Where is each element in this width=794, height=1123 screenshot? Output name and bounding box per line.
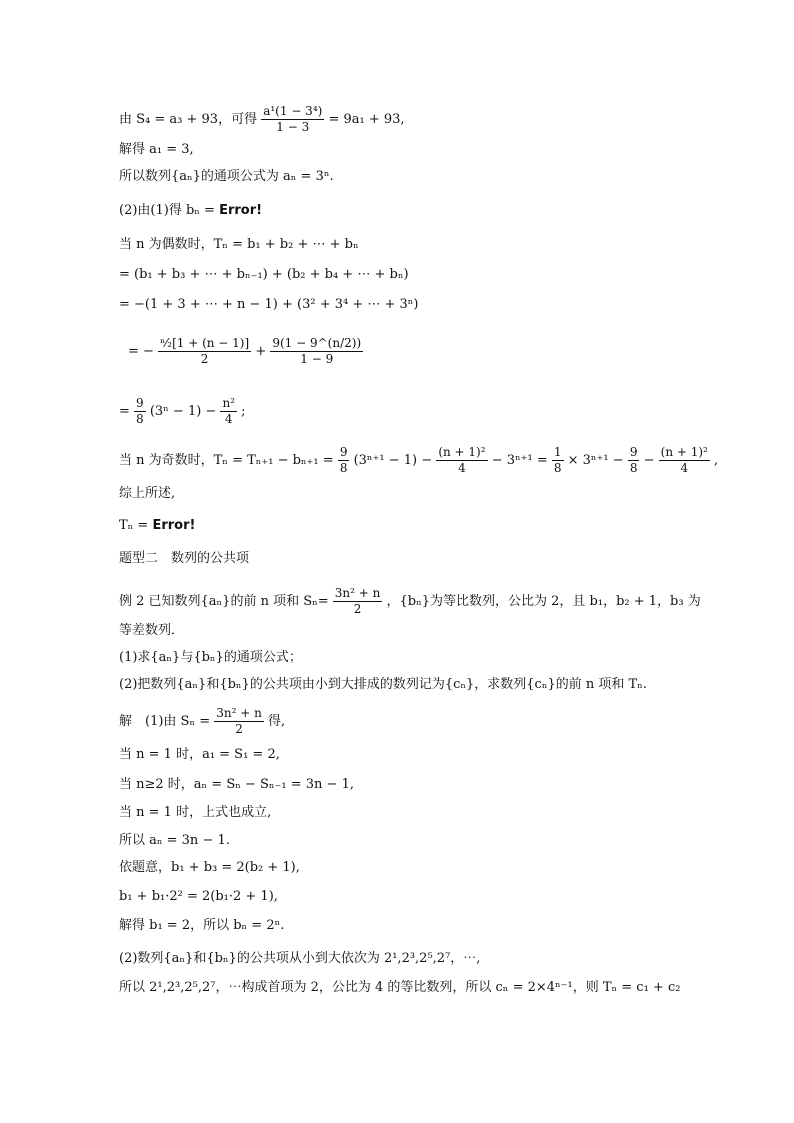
line-by-condition bbox=[119, 859, 300, 877]
text: 解得 b₁ = 2，所以 bₙ = 2ⁿ. bbox=[119, 918, 285, 933]
line-common-terms bbox=[119, 950, 480, 968]
text: + bbox=[255, 344, 267, 359]
text: 当 n = 1 时，上式也成立, bbox=[119, 805, 272, 820]
error-placeholder: Error! bbox=[219, 203, 263, 218]
text: 依题意，b₁ + b₃ = 2(b₂ + 1), bbox=[119, 860, 300, 875]
line-bn-result bbox=[119, 917, 284, 935]
text: 所以 aₙ = 3n − 1. bbox=[119, 833, 230, 848]
line-tn-result bbox=[119, 517, 195, 535]
text: 解得 a₁ = 3, bbox=[119, 142, 194, 157]
denominator: 2 bbox=[353, 602, 362, 616]
line-b1-equation bbox=[119, 888, 278, 906]
line-s4-equation bbox=[119, 104, 405, 135]
text: (3ⁿ⁺¹ − 1) − bbox=[353, 453, 433, 468]
line-question-2 bbox=[119, 676, 647, 694]
line-summary bbox=[119, 485, 175, 503]
text: × 3ⁿ⁺¹ − bbox=[567, 453, 624, 468]
denominator: 4 bbox=[680, 461, 689, 475]
text: 题型二 数列的公共项 bbox=[119, 551, 250, 566]
line-general-term bbox=[119, 168, 334, 186]
text: = bbox=[119, 404, 130, 419]
line-also-holds bbox=[119, 804, 271, 822]
denominator: 8 bbox=[629, 461, 638, 475]
fraction bbox=[552, 445, 564, 476]
text: (3ⁿ − 1) − bbox=[149, 404, 217, 419]
text: = −(1 + 3 + ⋯ + n − 1) + (3² + 3⁴ + ⋯ + 3ⁿ) bbox=[119, 297, 419, 312]
line-even-result bbox=[119, 396, 246, 427]
fraction bbox=[436, 445, 487, 476]
text: 由 S₄ = a₃ + 93，可得 bbox=[119, 112, 258, 127]
text: 当 n 为偶数时，Tₙ = b₁ + b₂ + ⋯ + bₙ bbox=[119, 237, 359, 252]
fraction bbox=[338, 445, 350, 476]
fraction bbox=[628, 445, 640, 476]
section-heading bbox=[119, 550, 249, 568]
line-cn-series bbox=[119, 979, 680, 997]
line-solution-start bbox=[119, 706, 285, 737]
denominator: 8 bbox=[553, 461, 562, 475]
text: b₁ + b₁·2² = 2(b₁·2 + 1), bbox=[119, 889, 278, 904]
denominator: 8 bbox=[339, 461, 348, 475]
numerator: n² bbox=[222, 396, 236, 410]
numerator: 9(1 − 9^(n/2)) bbox=[272, 336, 362, 350]
line-question-1 bbox=[119, 649, 302, 667]
fraction bbox=[134, 396, 146, 427]
fraction bbox=[270, 336, 363, 367]
numerator: 3n² + n bbox=[334, 586, 381, 600]
text: = 9a₁ + 93, bbox=[328, 112, 405, 127]
denominator: 2 bbox=[235, 722, 243, 736]
text: − 3ⁿ⁺¹ = bbox=[491, 453, 548, 468]
fraction bbox=[261, 104, 324, 135]
numerator: 9 bbox=[136, 396, 144, 410]
text: 综上所述, bbox=[119, 486, 176, 501]
denominator: 4 bbox=[224, 412, 233, 426]
text: 解 (1)由 Sₙ = bbox=[119, 714, 211, 729]
line-n-geq-2 bbox=[119, 776, 354, 794]
text: 例 2 已知数列{aₙ}的前 n 项和 Sₙ= bbox=[119, 594, 329, 609]
text: (2)把数列{aₙ}和{bₙ}的公共项由小到大排成的数列记为{cₙ}，求数列{cₙ}的前 n 项和 Tₙ. bbox=[119, 677, 647, 692]
fraction bbox=[220, 396, 237, 427]
line-even-grouping bbox=[119, 266, 409, 284]
text: ; bbox=[241, 404, 246, 419]
text: = (b₁ + b₃ + ⋯ + bₙ₋₁) + (b₂ + b₄ + ⋯ + bₙ) bbox=[119, 267, 409, 282]
text: Tₙ = bbox=[119, 518, 153, 533]
numerator: 1 bbox=[553, 445, 562, 459]
text: ，{bₙ}为等比数列，公比为 2，且 b₁，b₂ + 1，b₃ 为 bbox=[386, 594, 701, 609]
fraction bbox=[158, 336, 251, 367]
numerator: 9 bbox=[629, 445, 638, 459]
text: (1)求{aₙ}与{bₙ}的通项公式； bbox=[119, 650, 302, 665]
text: , bbox=[714, 453, 719, 468]
line-example-2 bbox=[119, 586, 701, 617]
line-an-result bbox=[119, 832, 230, 850]
denominator: 1 − 3 bbox=[276, 120, 310, 134]
denominator: 4 bbox=[458, 461, 466, 475]
text: 等差数列． bbox=[119, 623, 185, 638]
text: = − bbox=[128, 344, 154, 359]
line-even-case bbox=[119, 236, 359, 254]
fraction bbox=[659, 445, 710, 476]
text: (2)数列{aₙ}和{bₙ}的公共项从小到大依次为 2¹,2³,2⁵,2⁷，⋯, bbox=[119, 951, 481, 966]
line-even-expansion bbox=[119, 296, 419, 314]
fraction bbox=[333, 586, 383, 617]
denominator: 8 bbox=[136, 412, 144, 426]
fraction bbox=[214, 706, 264, 737]
numerator: a¹(1 − 3⁴) bbox=[263, 104, 323, 118]
numerator: 3n² + n bbox=[216, 706, 262, 720]
text: 当 n 为奇数时，Tₙ = Tₙ₊₁ − bₙ₊₁ = bbox=[119, 453, 334, 468]
text: (2)由(1)得 bₙ = bbox=[119, 203, 220, 218]
numerator: ⁿ⁄₂[1 + (n − 1)] bbox=[160, 336, 250, 350]
line-n-equals-1 bbox=[119, 746, 280, 764]
numerator: (n + 1)² bbox=[660, 445, 708, 459]
text: 所以 2¹,2³,2⁵,2⁷，⋯构成首项为 2，公比为 4 的等比数列，所以 cₙ = 2×4ⁿ⁻¹，则 Tₙ = c₁ + c₂ bbox=[119, 980, 681, 995]
denominator: 2 bbox=[200, 352, 209, 366]
error-placeholder: Error! bbox=[152, 518, 196, 533]
text: 当 n≥2 时，aₙ = Sₙ − Sₙ₋₁ = 3n − 1, bbox=[119, 777, 354, 792]
denominator: 1 − 9 bbox=[300, 352, 334, 366]
text: − bbox=[643, 453, 655, 468]
line-odd-case bbox=[119, 445, 718, 476]
text: 当 n = 1 时，a₁ = S₁ = 2, bbox=[119, 747, 280, 762]
numerator: 9 bbox=[339, 445, 348, 459]
text: 所以数列{aₙ}的通项公式为 aₙ = 3ⁿ. bbox=[119, 169, 334, 184]
line-example-2-cont bbox=[119, 622, 184, 640]
line-bn-definition bbox=[119, 202, 262, 220]
line-even-fractions bbox=[128, 336, 363, 367]
numerator: (n + 1)² bbox=[438, 445, 486, 459]
text: 得, bbox=[267, 714, 286, 729]
line-solve-a1 bbox=[119, 141, 194, 159]
